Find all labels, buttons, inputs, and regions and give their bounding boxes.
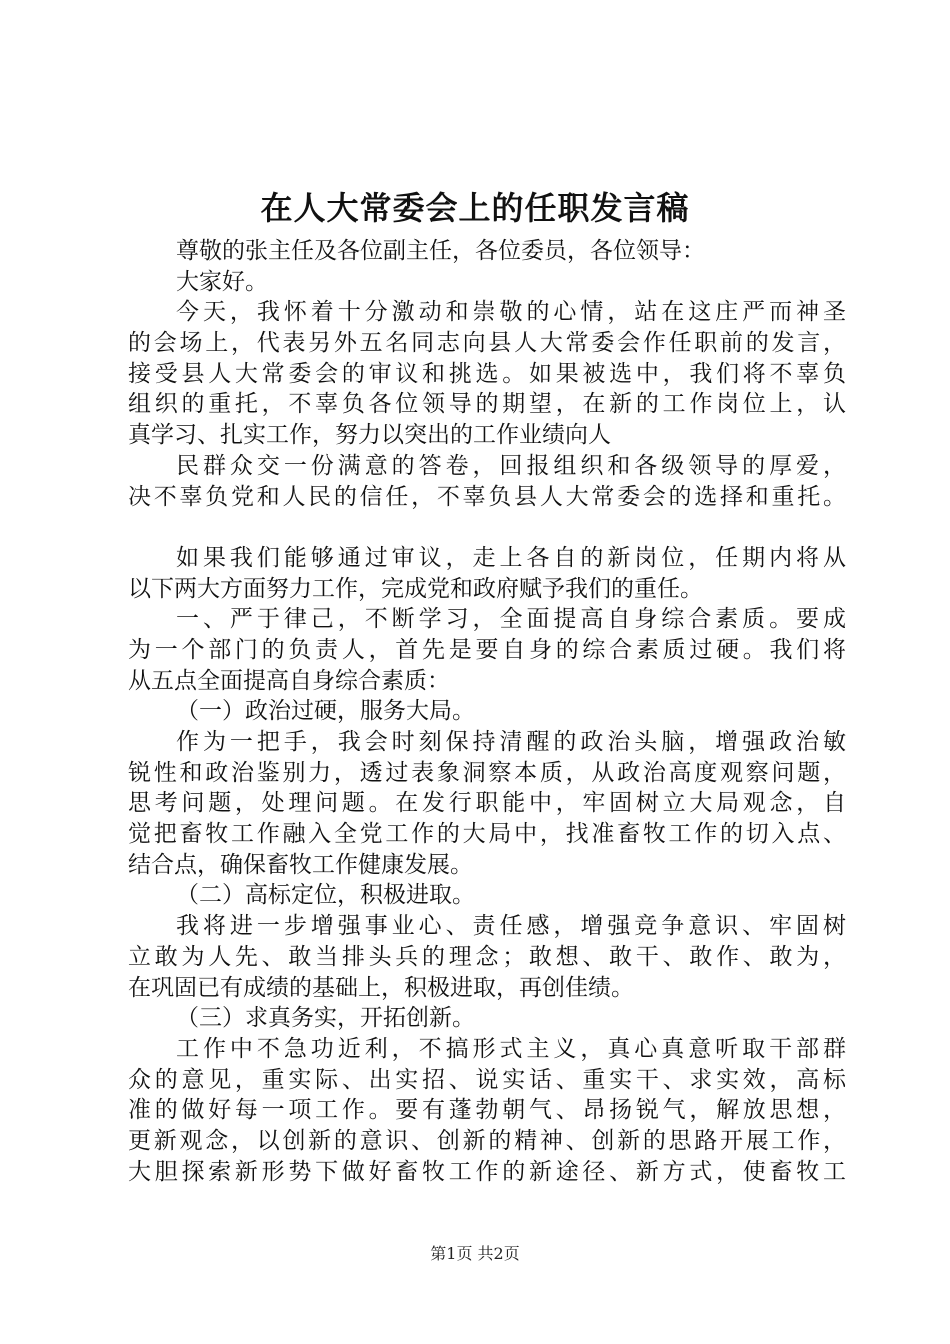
- text-line: 接受县人大常委会的审议和挑选。如果被选中，我们将不辜负: [128, 360, 846, 387]
- text-line: （三）求真务实，开拓创新。: [176, 1005, 475, 1032]
- text-line: 的会场上，代表另外五名同志向县人大常委会作任职前的发言，: [128, 330, 846, 357]
- text-line: 民群众交一份满意的答卷，回报组织和各级领导的厚爱，: [176, 452, 846, 479]
- page-footer: 第1页 共2页: [430, 1244, 520, 1263]
- text-line: 作为一把手，我会时刻保持清醒的政治头脑，增强政治敏: [176, 729, 846, 755]
- text-line: 众的意见，重实际、出实招、说实话、重实干、求实效，高标: [128, 1066, 846, 1093]
- text-line: 锐性和政治鉴别力，透过表象洞察本质，从政治高度观察问题，: [128, 759, 846, 786]
- text-line: 立敢为人先、敢当排头兵的理念；敢想、敢干、敢作、敢为，: [128, 943, 846, 970]
- text-line: 决不辜负党和人民的信任，不辜负县人大常委会的选择和重托。: [128, 483, 846, 510]
- text-line: 一、严于律己，不断学习，全面提高自身综合素质。要成: [176, 606, 846, 633]
- text-line: （二）高标定位，积极进取。: [176, 882, 475, 909]
- document-title: 在人大常委会上的任职发言稿: [260, 189, 690, 227]
- text-line: 在巩固已有成绩的基础上，积极进取，再创佳绩。: [128, 974, 634, 1001]
- text-line: 今天，我怀着十分激动和崇敬的心情，站在这庄严而神圣: [176, 299, 846, 326]
- text-line: 以下两大方面努力工作，完成党和政府赋予我们的重任。: [128, 575, 703, 602]
- text-line: 更新观念，以创新的意识、创新的精神、创新的思路开展工作，: [128, 1127, 846, 1154]
- text-line: 从五点全面提高自身综合素质：: [128, 667, 450, 694]
- text-line: 大家好。: [176, 268, 268, 295]
- text-line: 真学习、扎实工作，努力以突出的工作业绩向人: [128, 422, 611, 449]
- text-line: 大胆探索新形势下做好畜牧工作的新途径、新方式，使畜牧工: [128, 1158, 846, 1185]
- text-line: 为一个部门的负责人，首先是要自身的综合素质过硬。我们将: [128, 636, 846, 663]
- text-line: 我将进一步增强事业心、责任感，增强竞争意识、牢固树: [176, 913, 846, 940]
- document-body: [128, 236, 846, 1187]
- text-line: 觉把畜牧工作融入全党工作的大局中，找准畜牧工作的切入点、: [128, 821, 846, 848]
- text-line: 组织的重托，不辜负各位领导的期望，在新的工作岗位上，认: [128, 391, 846, 418]
- blank-line: [128, 512, 846, 543]
- text-line: 尊敬的张主任及各位副主任，各位委员，各位领导：: [176, 238, 705, 264]
- text-line: 工作中不急功近利，不搞形式主义，真心真意听取干部群: [176, 1035, 846, 1062]
- text-line: 结合点，确保畜牧工作健康发展。: [128, 851, 473, 878]
- text-line: 思考问题，处理问题。在发行职能中，牢固树立大局观念，自: [128, 790, 846, 817]
- text-line: 准的做好每一项工作。要有蓬勃朝气、昂扬锐气，解放思想，: [128, 1097, 846, 1124]
- text-line: （一）政治过硬，服务大局。: [176, 698, 475, 725]
- text-line: 如果我们能够通过审议，走上各自的新岗位，任期内将从: [176, 544, 846, 571]
